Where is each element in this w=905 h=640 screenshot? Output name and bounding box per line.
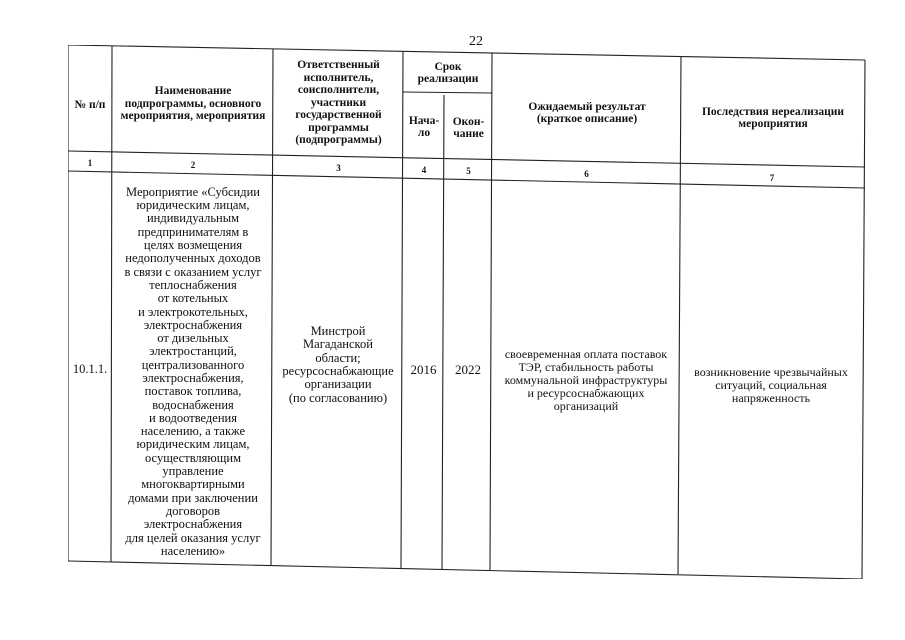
header-period: Срок реализации	[417, 60, 479, 85]
header-number: № п/п	[74, 98, 106, 111]
row-name: Мероприятие «Субсидии юридическим лицам, индивидуальным предпринимателям в целях возмещения недополученных доходов в связи с оказанием услуг теплоснабжения от котельных и электрокотельных, электроснабжения от дизельных электростанций, централизованного электроснабжения, поставок топлива, водоснабжения и водоотведения населению, а также юридическим лицам, осуществляющим управление многоквартирными домами при заключении договоров электроснабжения для целей оказания услуг населению»	[124, 184, 262, 558]
row-result: своевременная оплата поставок ТЭР, стабильность работы коммунальной инфраструктуры и ресурсоснабжающих организаций	[504, 346, 668, 413]
column-number-3: 3	[336, 163, 341, 173]
header-consequence: Последствия нереализации мероприятия	[701, 105, 845, 130]
row-start: 2016	[410, 362, 437, 378]
column-number-5: 5	[466, 166, 471, 176]
header-result: Ожидаемый результат (краткое описание)	[528, 100, 646, 125]
column-number-6: 6	[584, 169, 589, 179]
header-executor: Ответственный исполнитель, соисполнители, участники государственной программы (подпрограммы)	[295, 59, 382, 147]
row-consequence: возникновение чрезвычайных ситуаций, социальная напряженность	[694, 364, 848, 405]
row-end: 2022	[455, 362, 481, 378]
program-measures-table	[68, 45, 866, 579]
column-number-2: 2	[190, 160, 196, 170]
page-number: 22	[469, 34, 483, 49]
header-start: Нача- ло	[408, 114, 440, 139]
header-name: Наименование подпрограммы, основного мероприятия, мероприятия	[120, 85, 266, 123]
header-end: Окон- чание	[452, 115, 485, 140]
column-number-4: 4	[421, 165, 427, 175]
column-number-1: 1	[87, 158, 93, 168]
column-number-7: 7	[769, 173, 775, 183]
row-number: 10.1.1.	[72, 362, 108, 377]
row-executor: Минстрой Магаданской области; ресурсоснабжающие организации (по согласованию)	[282, 324, 394, 405]
